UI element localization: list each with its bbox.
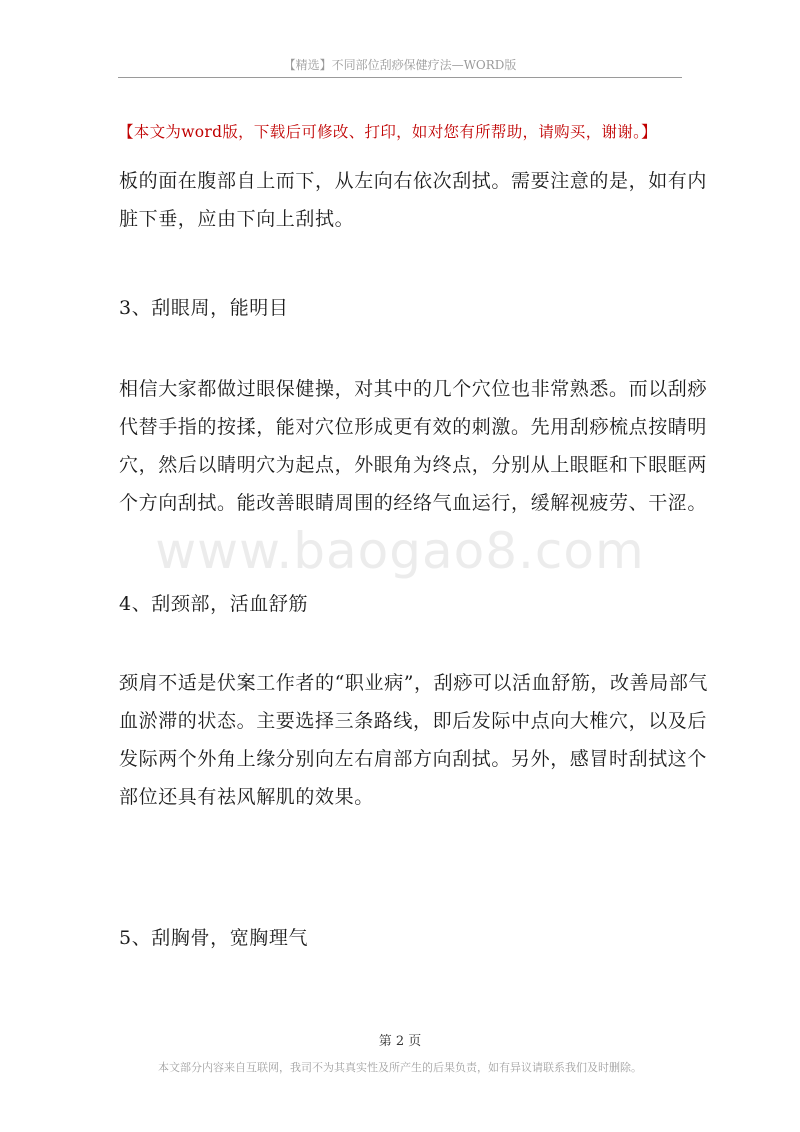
paragraph-line: 血淤滞的状态。主要选择三条路线，即后发际中点向大椎穴，以及后 <box>119 710 708 732</box>
site-watermark: www.baogao8.com <box>155 522 645 580</box>
section-heading-sternum: 5、刮胸骨，宽胸理气 <box>119 927 309 949</box>
section-heading-eyes: 3、刮眼周，能明目 <box>119 297 289 319</box>
page-number: 第 2 页 <box>378 1034 422 1049</box>
paragraph-line: 部位还具有祛风解肌的效果。 <box>119 786 374 808</box>
paragraph-line: 颈肩不适是伏案工作者的“职业病”，刮痧可以活血舒筋，改善局部气 <box>119 672 709 694</box>
paragraph-line: 代替手指的按揉，能对穴位形成更有效的刺激。先用刮痧梳点按睛明 <box>119 416 708 438</box>
footer-disclaimer: 本文部分内容来自互联网，我司不为其真实性及所产生的后果负责，如有异议请联系我们及时删除。 <box>158 1061 642 1074</box>
paragraph-line: 板的面在腹部自上而下，从左向右依次刮拭。需要注意的是，如有内 <box>119 170 708 192</box>
paragraph-line: 个方向刮拭。能改善眼睛周围的经络气血运行，缓解视疲劳、干涩。 <box>119 492 708 514</box>
document-header: 【精选】不同部位刮痧保健疗法—WORD版 <box>283 58 517 72</box>
paragraph-eyes <box>119 370 708 522</box>
paragraph-line: 相信大家都做过眼保健操，对其中的几个穴位也非常熟悉。而以刮痧 <box>119 378 708 400</box>
purchase-notice: 【本文为word版，下载后可修改、打印，如对您有所帮助，请购买，谢谢。】 <box>118 123 657 141</box>
section-heading-neck: 4、刮颈部，活血舒筋 <box>119 593 309 615</box>
paragraph-line: 发际两个外角上缘分别向左右肩部方向刮拭。另外，感冒时刮拭这个 <box>119 748 708 770</box>
header-divider <box>118 77 682 78</box>
paragraph-neck <box>119 664 709 816</box>
paragraph-line: 脏下垂，应由下向上刮拭。 <box>119 208 355 230</box>
paragraph-abdomen-continued <box>119 162 708 238</box>
paragraph-line: 穴，然后以睛明穴为起点，外眼角为终点，分别从上眼眶和下眼眶两 <box>119 454 708 476</box>
